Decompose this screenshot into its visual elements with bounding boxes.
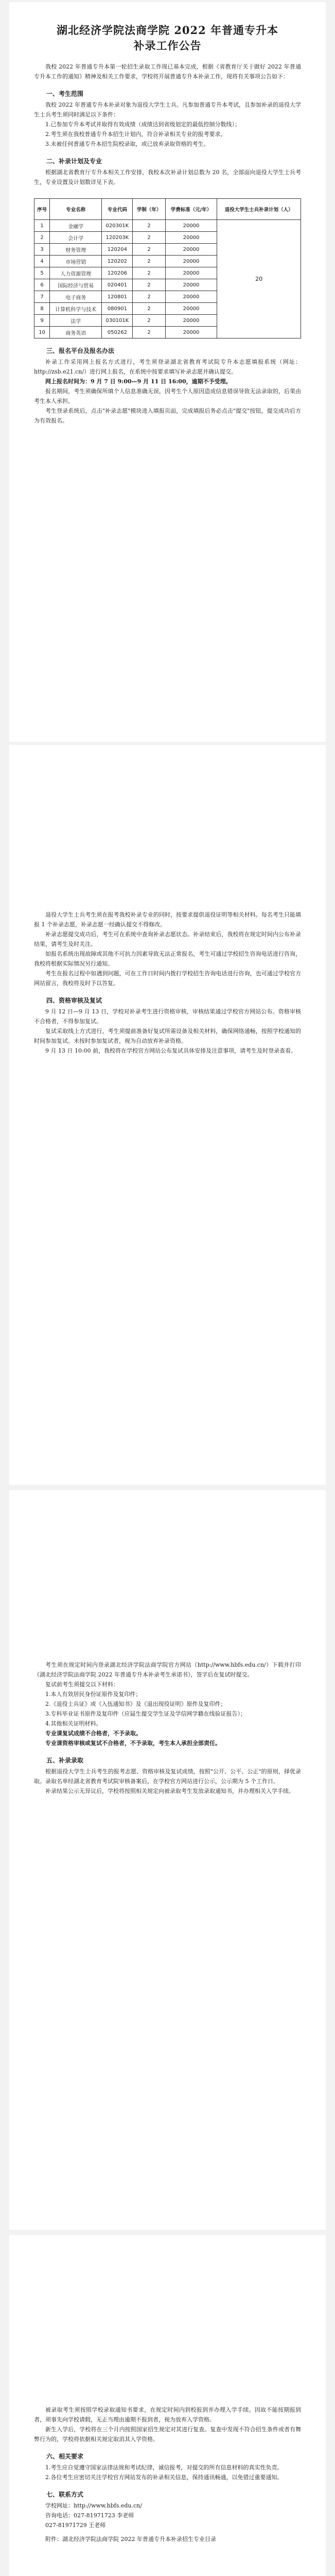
table-cell: 20000 [165,291,217,303]
table-cell: 2 [133,315,165,327]
paragraph: 3.未被任何普通专升本招生院校录取，或已放弃录取资格的考生。 [45,141,209,147]
paragraph: 2.《退役士兵证》或《入伍通知书》及《退出现役证明》原件及复印件； [45,1701,226,1707]
paragraph: 027-81971729 王老师 [45,2522,106,2529]
table-header-cell: 退役大学生士兵补录计划（人） [217,199,301,220]
paragraph: 复试前考生须提交以下材料： [45,1681,119,1688]
section-heading-plan: 二、补录计划及专业 [46,158,102,165]
document-page-2 [9,745,326,1485]
table-cell: 9 [34,315,50,327]
table-cell: 120202 [102,256,133,267]
table-cell: 金融学 [50,220,102,232]
attachment-note: 附件：湖北经济学院法商学院 2022 年普通专升本补录招生专业目录 [45,2536,216,2543]
table-cell: 2 [133,244,165,256]
document-page-4 [9,2235,326,2576]
table-cell: 6 [34,279,50,291]
document-page-3 [9,1490,326,2230]
table-cell: 2 [133,232,165,244]
paragraph: 我校 2022 年普通专升本补录对象为退役大学生士兵。凡参加普通专升本考试，且参加补录的退役大学生士兵考生须同时满足以下条件： [34,101,301,118]
paragraph: 2.考生须在我校普通专升本招生计划内，符合补录相关专业的报考要求。 [45,131,226,138]
paragraph: 考生须在规定时间内登录湖北经济学院法商学院官方网站（http://www.hbfs.edu.cn/）下载并打印《湖北经济学院法商学院 2022 年普通专升本补录考生承诺书》，签字后在复试时提交。 [34,1662,301,1678]
paragraph: 学校网址：http://www.hbfs.edu.cn/ [45,2502,142,2509]
table-cell: 财务管理 [50,244,102,256]
paragraph: 考生登录系统后，点击"补录志愿"模块进入填报页面，完成填报后务必点击"提交"按钮，提交成功后方为有效报名。 [34,408,301,424]
paragraph: 复试采取线上方式进行，考生须提前准备好复试所需设备及相关材料，确保网络通畅，按照学校通知的时间参加复试。未按时参加复试者，视为自动放弃补录资格。 [34,1028,301,1044]
table-cell: 20000 [165,303,217,315]
table-cell: 会计学 [50,232,102,244]
table-cell: 050262 [102,327,133,338]
table-row [34,220,301,232]
table-cell: 人力资源管理 [50,267,102,279]
table-cell: 020301K [102,220,133,232]
paragraph: 3.专科毕业证书原件及复印件（应届生提交学生证及学信网学籍在线验证报告）； [45,1710,246,1717]
section-heading-registration: 三、报名平台及报名办法 [46,347,115,354]
table-cell: 1 [34,220,50,232]
table-header-cell: 专业名称 [50,199,102,220]
table-cell: 国际经济与贸易 [50,279,102,291]
section-heading-admission: 五、补录录取 [46,1757,84,1764]
table-cell: 20000 [165,256,217,267]
table-cell: 市场营销 [50,256,102,267]
table-cell: 7 [34,291,50,303]
paragraph: 根据退役大学生士兵考生的报考志愿、资格审核及复试成绩，按照"公开、公平、公正"的原则，择优录取。录取名单经湖北省教育考试院审核备案后，在学校官方网站进行公示，公示期为 5 个工作日。 [34,1768,301,1785]
table-cell: 20000 [165,267,217,279]
table-cell: 120203K [102,232,133,244]
table-cell: 电子商务 [50,291,102,303]
table-cell: 2 [133,279,165,291]
table-cell: 20000 [165,315,217,327]
paragraph: 专业课复试成绩不合格者，不予录取。 [45,1730,142,1737]
table-cell: 20000 [165,244,217,256]
table-cell: 商务英语 [50,327,102,338]
paragraph: 咨询电话：027-81971723 李老师 [45,2512,134,2519]
paragraph: 新生入学后，学校将在三个月内按照国家招生规定对其进行复查。复查中发现不符合招生条件或者有舞弊行为的，学校将依据相关规定取消其入学资格。 [34,2426,301,2443]
paragraph: 4.其他相关证明材料。 [45,1720,102,1727]
table-cell: 2 [133,327,165,338]
table-cell: 2 [133,291,165,303]
title-line-1: 湖北经济学院法商学院 2022 年普通专升本 [56,24,279,37]
paragraph: 根据湖北省教育厅专升本相关工作安排，我校本次补录计划总数为 20 名，全部面向退役大学生士兵考生，专业设置及计划数详见下表。 [34,169,301,185]
table-cell: 法学 [50,315,102,327]
table-cell: 120204 [102,244,133,256]
table-cell: 2 [34,232,50,244]
table-cell: 20000 [165,220,217,232]
table-cell: 080901 [102,303,133,315]
plan-table [34,198,301,338]
table-cell: 10 [34,327,50,338]
table-header-row [34,199,301,220]
title-line-2: 补录工作公告 [133,39,202,52]
table-cell: 2 [133,267,165,279]
paragraph: 补录志愿提交成功后，考生可在系统中查询补录志愿状态。补录结束后，我校将在规定时间内公布补录结果，请考生及时关注。 [34,931,301,947]
paragraph: 2.各位考生应密切关注学校官方网站发布的补录相关信息，保持通讯畅通，以免错过重要通知。 [45,2474,283,2481]
table-cell: 8 [34,303,50,315]
paragraph: 被录取考生须按照学校录取通知书要求，在规定时间内到校报到并办理入学手续。因故不能按期报到者，须事先向学校请假，无正当理由逾期不报到者，视为放弃入学资格。 [34,2406,301,2423]
paragraph: 考生在报名过程中如遇到问题，可在工作日时间内拨打学校招生咨询电话进行咨询，也可通过学校官方网站留言，我校将及时予以答复。 [34,970,301,987]
paragraph: 9 月 13 日 10:00 前，我校将在学校官方网站公布复试具体安排及注意事项，请考生及时登录查看。 [45,1047,297,1054]
table-cell: 5 [34,267,50,279]
table-cell: 2 [133,303,165,315]
table-cell: 120206 [102,267,133,279]
paragraph: 9 月 12 日—9 月 13 日，学校对补录考生进行资格审核，审核结果通过学校官方网站公布。资格审核不合格者，不得参加复试。 [34,1008,301,1025]
paragraph: 报名期间，考生须确保所填个人信息准确无误，因考生个人原因造成信息错误导致无法录取的，后果由考生本人承担。 [34,388,301,404]
table-header-cell: 序号 [34,199,50,220]
table-cell: 计算机科学与技术 [50,303,102,315]
document-page-1 [9,2,326,742]
table-cell: 4 [34,256,50,267]
paragraph: 补录结果公示无异议后，学校将按照相关规定向被录取考生发放录取通知书，并办理相关入学手续。 [45,1788,294,1794]
section-heading-contact: 七、联系方式 [46,2491,84,2498]
section-heading-requirements: 六、相关要求 [46,2453,84,2460]
paragraph: 补录工作采用网上报名方式进行，考生须登录湖北省教育考试院专升本志愿填报系统（网址：http://zsb.e21.cn/）进行网上报名，在系统中按要求填写补录志愿并确认提交。 [34,359,301,375]
table-cell: 120801 [102,291,133,303]
paragraph: 1.已参加专升本考试并取得有效成绩（成绩达到省级划定的最低控制分数线）； [45,121,240,128]
paragraph: 如报名系统出现故障或其他不可抗力因素导致无法正常报名，考生可通过学校招生咨询电话进行咨询，我校将根据实际情况另行通知。 [34,951,301,967]
table-cell: 020401 [102,279,133,291]
table-cell: 030101K [102,315,133,327]
table-header-cell: 学制（年） [133,199,165,220]
notice-title [34,23,301,54]
section-heading-scope: 一、考生范围 [46,90,84,97]
plan-total-cell: 20 [217,220,301,338]
table-cell: 20000 [165,232,217,244]
table-cell: 2 [133,220,165,232]
warning-paragraph: 专业课资格审核或复试不合格者，不予录取，考生本人承担全部责任。 [45,1740,221,1747]
table-cell: 20000 [165,279,217,291]
table-header-cell: 专业代码 [102,199,133,220]
registration-time: 网上报名时间为：9 月 7 日 9:00—9 月 11 日 16:00，逾期不予受理。 [45,378,232,385]
table-cell: 20000 [165,327,217,338]
table-header-cell: 学费标准（元/年） [165,199,217,220]
table-cell: 3 [34,244,50,256]
paragraph: 1.本人有效居民身份证原件及复印件； [45,1691,142,1698]
paragraph: 退役大学生士兵考生须在报考我校补录专业的同时，按要求提供退役证明等相关材料。每名考生只能填报 1 个补录志愿，补录志愿一经确认提交不得修改。 [34,911,301,928]
intro-paragraph: 我校 2022 年普通专升本第一轮招生录取工作现已基本完成，根据《省教育厅关于做好 2022 年普通专升本工作的通知》精神及相关工作要求，学校将开展普通专升本补录工作，现将有关事项公告如下： [34,63,301,80]
section-heading-review: 四、资格审核及复试 [46,997,102,1004]
table-cell: 2 [133,256,165,267]
paragraph: 1.考生应自觉遵守国家法律法规和考试纪律，诚信报考，对提交的所有信息材料的真实性负责。 [45,2464,283,2471]
